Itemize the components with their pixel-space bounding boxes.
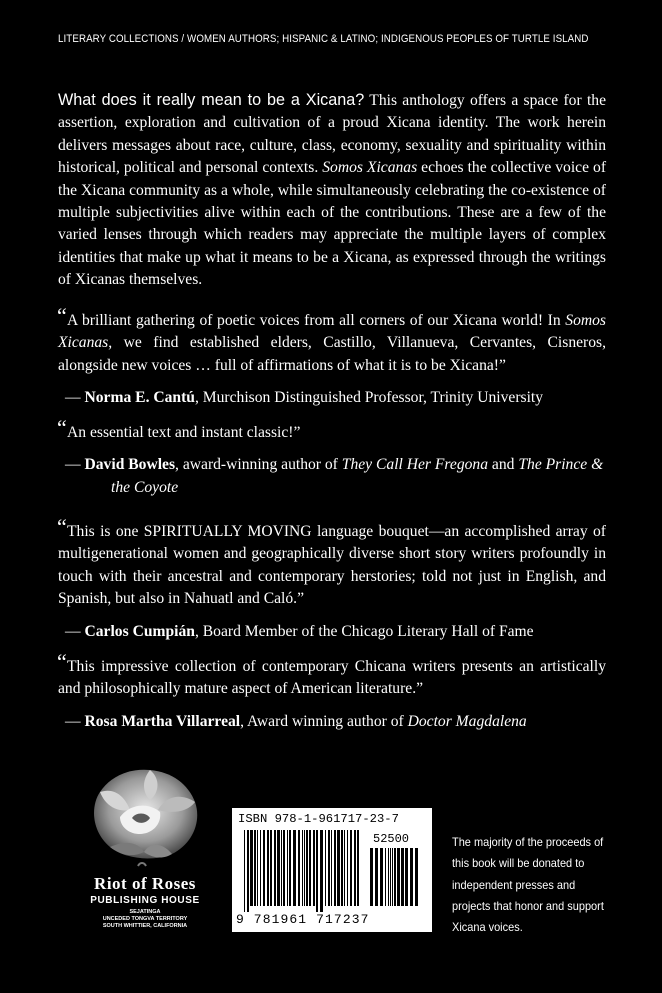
publisher-subtitle: PUBLISHING HOUSE [90,895,200,906]
barcode-bar [277,830,280,906]
barcode-bar [313,830,315,906]
price-code: 52500 [373,832,410,846]
endorser-name: Norma E. Cantú [84,389,195,407]
barcode-bar [328,830,330,906]
proceeds-note: The majority of the proceeds of this book will be donated to independent presses and projects that honor and support Xicana voices. [452,835,604,935]
endorser-book-title: They Call Her Fregona [341,456,489,474]
barcode-bar [320,830,323,912]
barcode-bar [415,848,418,906]
endorser-name: Rosa Martha Villarreal [84,712,241,730]
publisher-name: Riot of Roses [94,874,196,893]
endorser-book-title: The Prince & the Coyote [111,456,604,496]
barcode-bar [380,848,383,906]
endorser-role: , Board Member of the Chicago Literary Hall of Fame [194,622,534,640]
open-quote-mark: “ [57,649,67,674]
barcode-bar [289,830,291,906]
barcode-bar [287,830,288,906]
endorser-role: , Award winning author of [240,712,408,730]
barcode-bar [405,848,408,906]
publisher-location: UNCEDED TONGVA TERRITORY [102,916,188,922]
attribution-dash: — [65,622,85,640]
barcode-bar [263,830,265,906]
barcode-bar [347,830,348,906]
barcode-bar [267,830,269,906]
barcode-bar [388,848,389,906]
barcode-bar [309,830,311,906]
endorser-role: and [488,456,519,474]
barcode-bar [341,830,343,906]
endorsement-quote [57,649,606,733]
barcode-bar [257,830,258,906]
barcode-bar [370,848,373,906]
endorsement-quote [57,415,606,499]
barcode-bar [302,830,303,906]
barcode-bar [247,830,249,912]
barcode-bar [298,830,300,906]
book-title: Somos Xicanas [322,159,418,177]
isbn-barcode-bars [242,830,362,912]
open-quote-mark: “ [57,303,67,328]
barcode-bar [306,830,308,906]
barcode-bar [390,848,391,906]
barcode-bar [350,830,352,906]
quote-book-title: Somos Xicanas [58,312,606,352]
category-line: LITERARY COLLECTIONS / WOMEN AUTHORS; HISPANIC & LATINO; INDIGENOUS PEOPLES OF TURTLE ISLAND [58,33,589,45]
barcode-bar [274,830,276,906]
endorser-name: David Bowles [84,456,176,474]
publisher-location: SEJATINGA [129,909,161,915]
endorsement-quote [57,303,606,410]
quote-attribution [58,454,606,499]
open-quote-mark: “ [57,514,67,539]
book-description [58,89,606,292]
barcode-bar [337,830,340,906]
barcode-bar [270,830,272,906]
barcode-bar [331,830,332,906]
barcode-bar [344,830,345,906]
quote-text: This is one SPIRITUALLY MOVING language bouquet—an accomplished array of multigenerational women and geographically diverse short story writers profoundly in touch with their ancestral and contemporary herstories; told not just in English, and Spanish, but also in Nahuatl and Caló.” [58,523,606,608]
quote-text-part: A brilliant gathering of poetic voices from all corners of our Xicana world! In [67,312,566,329]
isbn-number: ISBN 978-1-961717-23-7 [238,812,399,826]
barcode-bar [260,830,261,906]
barcode-bar [316,830,318,912]
barcode-bar [385,848,386,906]
publisher-location: SOUTH WHITTIER, CALIFORNIA [102,923,188,929]
barcode-bar [375,848,378,906]
ean-number: 9 781961 717237 [236,912,370,927]
quote-text: An essential text and instant classic!” [67,424,301,441]
endorser-name: Carlos Cumpián [84,622,195,640]
barcode-bar [283,830,285,906]
quote-text-part: , we find established elders, Castillo, Villanueva, Cervantes, Cisneros, alongside new voices … full of affirmations of what it is to be Xicana!” [58,334,606,374]
barcode-bar [244,830,245,912]
quote-text: This impressive collection of contemporary Chicana writers presents an artistically and philosophically mature aspect of American literature.” [58,658,606,698]
barcode-bar [410,848,413,906]
barcode-bar [293,830,296,906]
endorser-role: , award-winning author of [175,456,342,474]
barcode-bar [334,830,336,906]
price-barcode-bars [368,848,424,912]
barcode-bar [304,830,305,906]
description-text-1: This anthology offers a space for the assertion, exploration and cultivation of a proud Xicana identity. The work herein delivers messages about race, culture, class, economy, sexuality and spirituality within historical, political and personal contexts. [58,92,606,177]
barcode-bar [357,830,359,906]
quote-attribution [58,711,606,733]
barcode-bar [254,830,256,906]
description-question: What does it really mean to be a Xicana? [58,91,365,109]
description-text-2: echoes the collective voice of the Xicana community as a whole, while simultaneously celebrating the co-existence of multiple subjectivities alive within each of the contributions. These are a few of the varied lenses through which readers may appreciate the multiple layers of complex identities that make up what it means to be a Xicana, as expressed through the writings of Xicanas themselves. [58,159,607,289]
endorsement-quote [57,514,606,643]
barcode-bar [250,830,253,906]
endorser-book-title: Doctor Magdalena [407,712,527,730]
quote-text [58,310,606,377]
attribution-dash: — [65,712,85,730]
attribution-dash: — [65,456,85,474]
barcode-bar [394,848,396,906]
quote-attribution [58,621,606,643]
barcode-bar [392,848,393,906]
barcode-bar [354,830,356,906]
barcode-bar [397,848,400,906]
open-quote-mark: “ [57,415,67,440]
rose-logo-icon [80,762,210,874]
attribution-dash: — [65,389,85,407]
endorser-role: , Murchison Distinguished Professor, Trinity University [194,389,544,407]
quote-attribution [58,387,606,409]
barcode-bar [281,830,282,906]
barcode-bar [325,830,326,906]
barcode-bar [401,848,404,906]
